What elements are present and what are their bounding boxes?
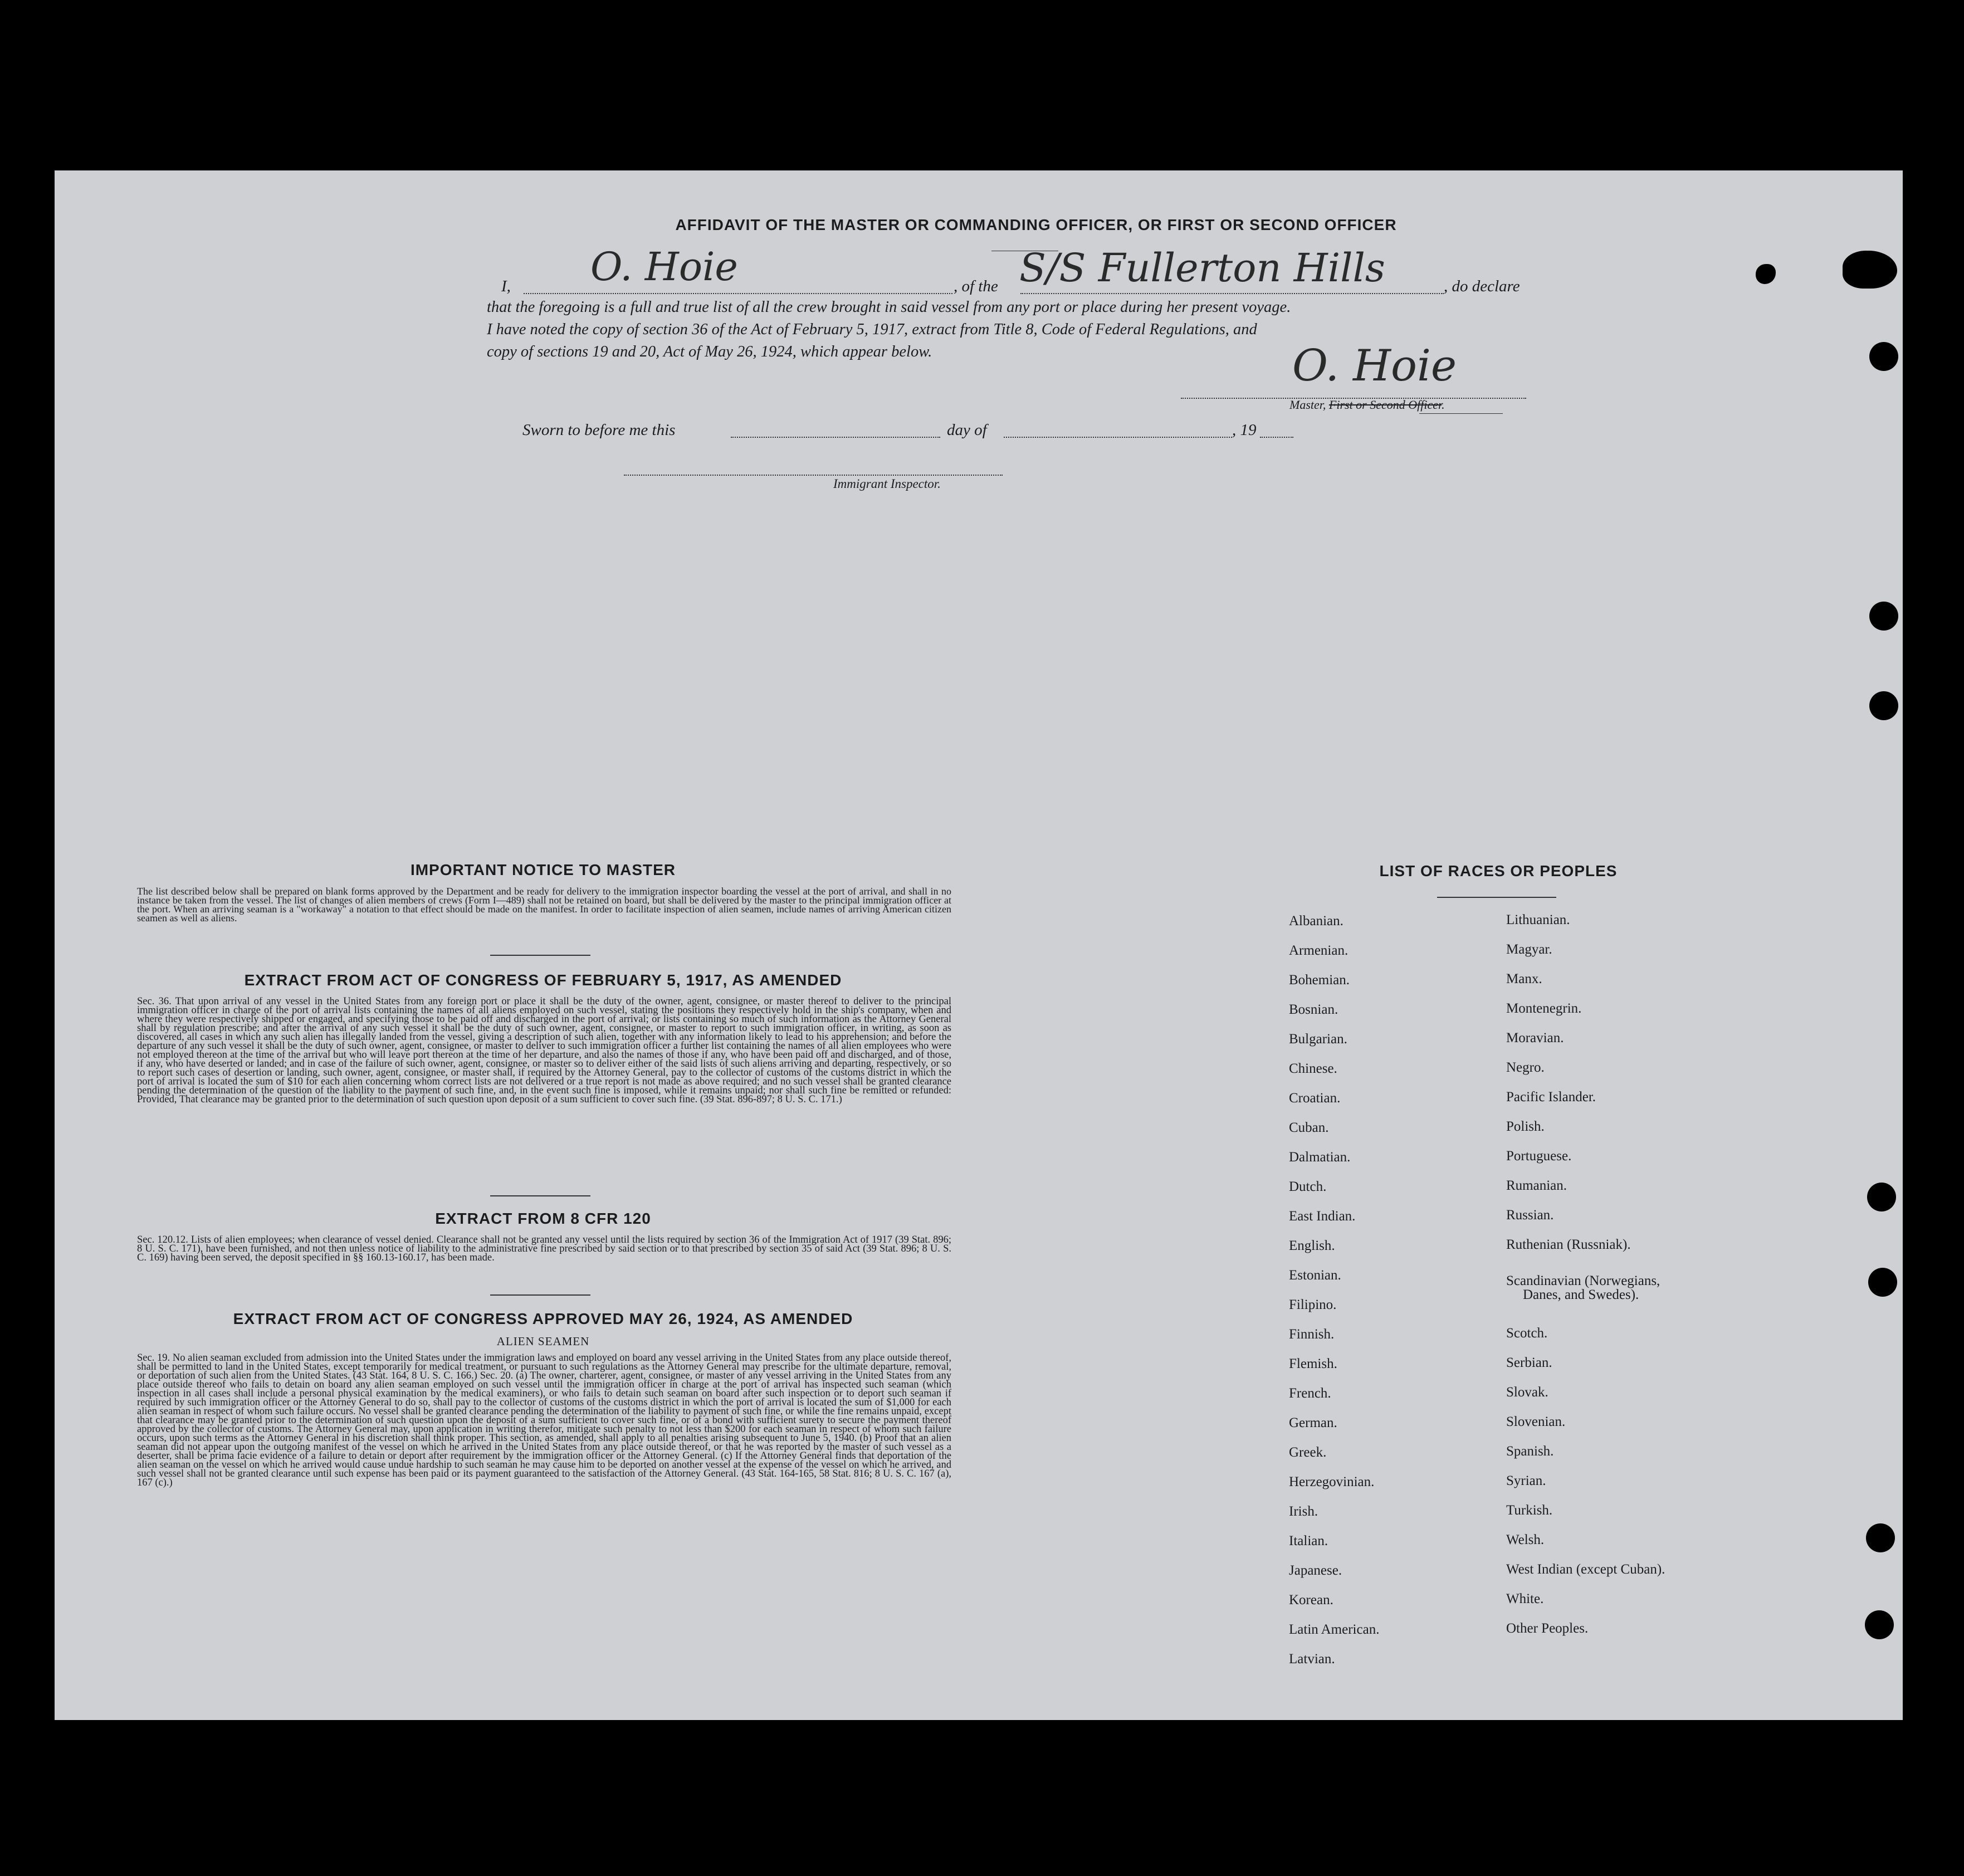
race-item: Portuguese.	[1506, 1149, 1572, 1164]
inspector-label: Immigrant Inspector.	[833, 477, 941, 491]
race-item: Welsh.	[1506, 1532, 1545, 1547]
do-declare-label: , do declare	[1444, 277, 1520, 295]
race-item: Montenegrin.	[1506, 1001, 1582, 1016]
race-item: Lithuanian.	[1506, 912, 1570, 927]
race-item: Korean.	[1289, 1592, 1333, 1608]
role-period: .	[1442, 398, 1445, 412]
signature-role	[1289, 398, 1445, 412]
race-item: Serbian.	[1506, 1355, 1552, 1370]
race-item: Danes, and Swedes).	[1523, 1287, 1639, 1302]
divider	[490, 955, 590, 956]
vessel-name-line	[1020, 292, 1444, 294]
punch-hole	[1869, 602, 1898, 631]
race-item: Latvian.	[1289, 1652, 1335, 1667]
race-item: Bohemian.	[1289, 973, 1350, 988]
extract-1924-subtitle: ALIEN SEAMEN	[496, 1335, 590, 1348]
race-item: Latin American.	[1289, 1622, 1380, 1637]
race-item: West Indian (except Cuban).	[1506, 1562, 1665, 1577]
race-item: Scandinavian (Norwegians,	[1506, 1273, 1660, 1288]
races-title-underline	[1437, 897, 1556, 898]
year-prefix: , 19	[1232, 421, 1257, 439]
punch-hole	[1867, 1183, 1896, 1211]
race-item: Turkish.	[1506, 1503, 1553, 1518]
sworn-day-line	[731, 436, 940, 438]
race-item: Russian.	[1506, 1208, 1554, 1223]
extract-cfr-body: Sec. 120.12. Lists of alien employees; when clearance of vessel denied. Clearance shall not be granted any vessel until the lists required by section 36 of the Immigration Act of 1917 (39 Stat. 896; 8 U. S. C. 171), have been furnished, and not then unless notice of liability to the administrative fine prescribed by said section or to that prescribed by section 35 of said Act (39 Stat. 896; 8 U. S. C. 169) having been served, the deposit specified in §§ 160.13-160.17, has been made.	[137, 1235, 951, 1263]
extract-1917-body: Sec. 36. That upon arrival of any vessel in the United States from any foreign port or place it shall be the duty of the owner, agent, consignee, or master thereof to deliver to the principal immigration officer in charge of the port of arrival lists containing the names of all aliens employed on such vessel, stating the positions they respectively hold in the ship's company, when and where they were respectively shipped or engaged, and specifying those to be paid off and discharged in the port of arrival; or lists containing so much of such information as the Attorney General shall by regulation prescribe; and after the arrival of any such vessel it shall be the duty of such owner, agent, consignee, or master to report to such immigration officer, in writing, as soon as discovered, all cases in which any such alien has illegally landed from the vessel, giving a description of such alien, together with any information likely to lead to his apprehension; and before the departure of any such vessel it shall be the duty of such owner, agent, consignee, or master to deliver to such immigration officer a further list containing the names of all alien employees who were not employed thereon at the time of the arrival but who will leave port thereon at the time of her departure, and also the names of those if any, who have been paid off and discharged, and of those, if any, who have deserted or landed; and in case of the failure of such owner, agent, consignee, or master so to deliver either of the said lists of such aliens arriving and departing, respectively, or so to report such cases of desertion or landing, such owner, agent, consignee, or master shall, if required by the Attorney General, pay to the collector of customs of the customs district in which the port of arrival is located the sum of $10 for each alien concerning whom correct lists are not delivered or a true report is not made as above required; and no such vessel shall be granted clearance pending the determination of the question of the liability to the payment of such fine, and, in the event such fine is imposed, while it remains unpaid; nor shall such fine be remitted or refunded: Provided, That clearance may be granted prior to the determination of such question upon deposit of a sum sufficient to cover such fine. (39 Stat. 896-897; 8 U. S. C. 171.)	[137, 997, 951, 1105]
extract-1924-body: Sec. 19. No alien seaman excluded from admission into the United States under the immigration laws and employed on board any vessel arriving in the United States from any place outside thereof, shall be permitted to land in the United States, except temporarily for medical treatment, or pursuant to such regulations as the Attorney General may prescribe for the ultimate departure, removal, or deportation of such alien from the United States. (43 Stat. 164, 8 U. S. C. 166.) Sec. 20. (a) The owner, charterer, agent, consignee, or master of any vessel arriving in the United States from any place outside thereof who fails to detain on board any alien seaman employed on such vessel until the immigration officer in charge at the port of arrival has inspected such seaman (which inspection in all cases shall include a personal physical examination by the medical examiners), or who fails to detain such seaman on board after such inspection or to deport such seaman if required by such immigration officer or the Attorney General to do so, shall pay to the collector of customs of the customs district in which the port of arrival is located the sum of $1,000 for each alien seaman in respect of whom such failure occurs. No vessel shall be granted clearance pending the determination of the liability to payment of such fine, or while the fine remains unpaid, except that clearance may be granted prior to the determination of such question upon the deposit of a sum sufficient to cover such fine, or of a bond with sufficient surety to secure the payment thereof approved by the collector of customs. The Attorney General may, upon application in writing therefor, mitigate such penalty to not less than $200 for each seaman in respect of whom such failure occurs, upon such terms as the Attorney General in his discretion shall think proper. This section, as amended, shall apply to all penalties arising subsequent to June 5, 1940. (b) Proof that an alien seaman did not appear upon the outgoing manifest of the vessel on which he arrived in the United States from any place outside thereof, or that he was reported by the master of such vessel as a deserter, shall be prima facie evidence of a failure to detain or deport after requirement by the immigration officer or the Attorney General. (c) If the Attorney General finds that deportation of the alien seaman on the vessel on which he arrived would cause undue hardship to such seaman he may cause him to be deported on another vessel at the expense of the vessel on which he arrived, and such vessel shall not be granted clearance until such expense has been paid or its payment guaranteed to the satisfaction of the Attorney General. (43 Stat. 164-165, 58 Stat. 816; 8 U. S. C. 167 (a), 167 (c).)	[137, 1354, 951, 1488]
divider	[490, 1294, 590, 1296]
race-item: Greek.	[1289, 1445, 1327, 1460]
race-item: Estonian.	[1289, 1268, 1341, 1283]
extract-1917-title: EXTRACT FROM ACT OF CONGRESS OF FEBRUARY 5, 1917, AS AMENDED	[244, 971, 842, 989]
race-item: Pacific Islander.	[1506, 1090, 1596, 1105]
race-item: Rumanian.	[1506, 1178, 1567, 1193]
race-item: English.	[1289, 1238, 1335, 1253]
day-of-label: day of	[947, 421, 987, 439]
races-title: LIST OF RACES OR PEOPLES	[1379, 862, 1618, 880]
notice-body: The list described below shall be prepared on blank forms approved by the Department and be ready for delivery to the immigration inspector boarding the vessel at the port of arrival, and shall in no instance be taken from the vessel. The list of changes of alien members of crews (Form I—489) shall not be retained on board, but shall be delivered by the master to the principal immigration officer at the port. When an arriving seaman is a "workaway" a notation to that effect should be made on the manifest. In order to facilitate inspection of alien seamen, include names of arriving American citizen seamen as well as aliens.	[137, 887, 951, 924]
race-item: Irish.	[1289, 1504, 1318, 1519]
race-item: Albanian.	[1289, 913, 1343, 929]
vessel-name-handwriting: S/S Fullerton Hills	[1019, 245, 1385, 291]
declarant-name-handwriting: O. Hoie	[590, 244, 738, 290]
sworn-year-line	[1260, 436, 1293, 438]
declarant-i-label: I,	[501, 277, 511, 295]
punch-hole	[1868, 1268, 1897, 1297]
race-item: Magyar.	[1506, 942, 1552, 957]
race-item: Italian.	[1289, 1533, 1328, 1548]
role-struck-officer: First or Second Officer	[1328, 398, 1442, 412]
race-item: Slovak.	[1506, 1385, 1548, 1400]
inspector-signature-line	[624, 473, 1003, 476]
race-item: Slovenian.	[1506, 1414, 1566, 1429]
punch-hole	[1869, 691, 1898, 720]
officer-underline	[1419, 413, 1503, 414]
punch-hole	[1865, 1610, 1894, 1639]
race-item: Herzegovinian.	[1289, 1474, 1375, 1489]
extract-1924-title: EXTRACT FROM ACT OF CONGRESS APPROVED MAY 26, 1924, AS AMENDED	[233, 1310, 853, 1327]
affidavit-title: AFFIDAVIT OF THE MASTER OR COMMANDING OFFICER, OR FIRST OR SECOND OFFICER	[675, 216, 1397, 233]
race-item: Cuban.	[1289, 1120, 1329, 1135]
race-item: Moravian.	[1506, 1030, 1564, 1046]
race-item: White.	[1506, 1591, 1544, 1606]
race-item: Finnish.	[1289, 1327, 1335, 1342]
race-item: Polish.	[1506, 1119, 1545, 1134]
race-item: Scotch.	[1506, 1326, 1548, 1341]
race-item: Flemish.	[1289, 1356, 1337, 1371]
race-item: German.	[1289, 1415, 1337, 1430]
declarant-name-line	[524, 292, 952, 294]
race-item: Manx.	[1506, 971, 1542, 986]
extract-cfr-title: EXTRACT FROM 8 CFR 120	[435, 1210, 651, 1227]
race-item: Negro.	[1506, 1060, 1545, 1075]
master-signature: O. Hoie	[1292, 341, 1457, 391]
race-item: East Indian.	[1289, 1209, 1356, 1224]
race-item: Dutch.	[1289, 1179, 1327, 1194]
sworn-label: Sworn to before me this	[522, 421, 676, 439]
race-item: Other Peoples.	[1506, 1621, 1589, 1636]
declaration-line-3: copy of sections 19 and 20, Act of May 26, 1924, which appear below.	[487, 343, 932, 360]
of-the-label: , of the	[954, 277, 998, 295]
race-item: Croatian.	[1289, 1091, 1341, 1106]
race-item: Dalmatian.	[1289, 1150, 1351, 1165]
sworn-month-line	[1004, 436, 1232, 438]
role-master: Master,	[1289, 398, 1326, 412]
divider	[490, 1195, 590, 1196]
ink-blot	[1843, 251, 1897, 289]
race-item: Ruthenian (Russniak).	[1506, 1237, 1631, 1252]
punch-hole	[1869, 342, 1898, 371]
race-item: Spanish.	[1506, 1444, 1554, 1459]
race-item: French.	[1289, 1386, 1331, 1401]
race-item: Chinese.	[1289, 1061, 1337, 1076]
race-item: Bosnian.	[1289, 1002, 1338, 1017]
race-item: Japanese.	[1289, 1563, 1342, 1578]
declaration-line-1: that the foregoing is a full and true list of all the crew brought in said vessel from any port or place during her present voyage.	[487, 299, 1291, 316]
race-item: Bulgarian.	[1289, 1032, 1347, 1047]
race-item: Filipino.	[1289, 1297, 1337, 1312]
race-item: Syrian.	[1506, 1473, 1546, 1488]
race-item: Armenian.	[1289, 943, 1349, 958]
notice-title: IMPORTANT NOTICE TO MASTER	[410, 861, 676, 878]
declaration-line-2: I have noted the copy of section 36 of the Act of February 5, 1917, extract from Title 8, Code of Federal Regulations, and	[487, 321, 1257, 338]
punch-hole	[1866, 1523, 1895, 1552]
